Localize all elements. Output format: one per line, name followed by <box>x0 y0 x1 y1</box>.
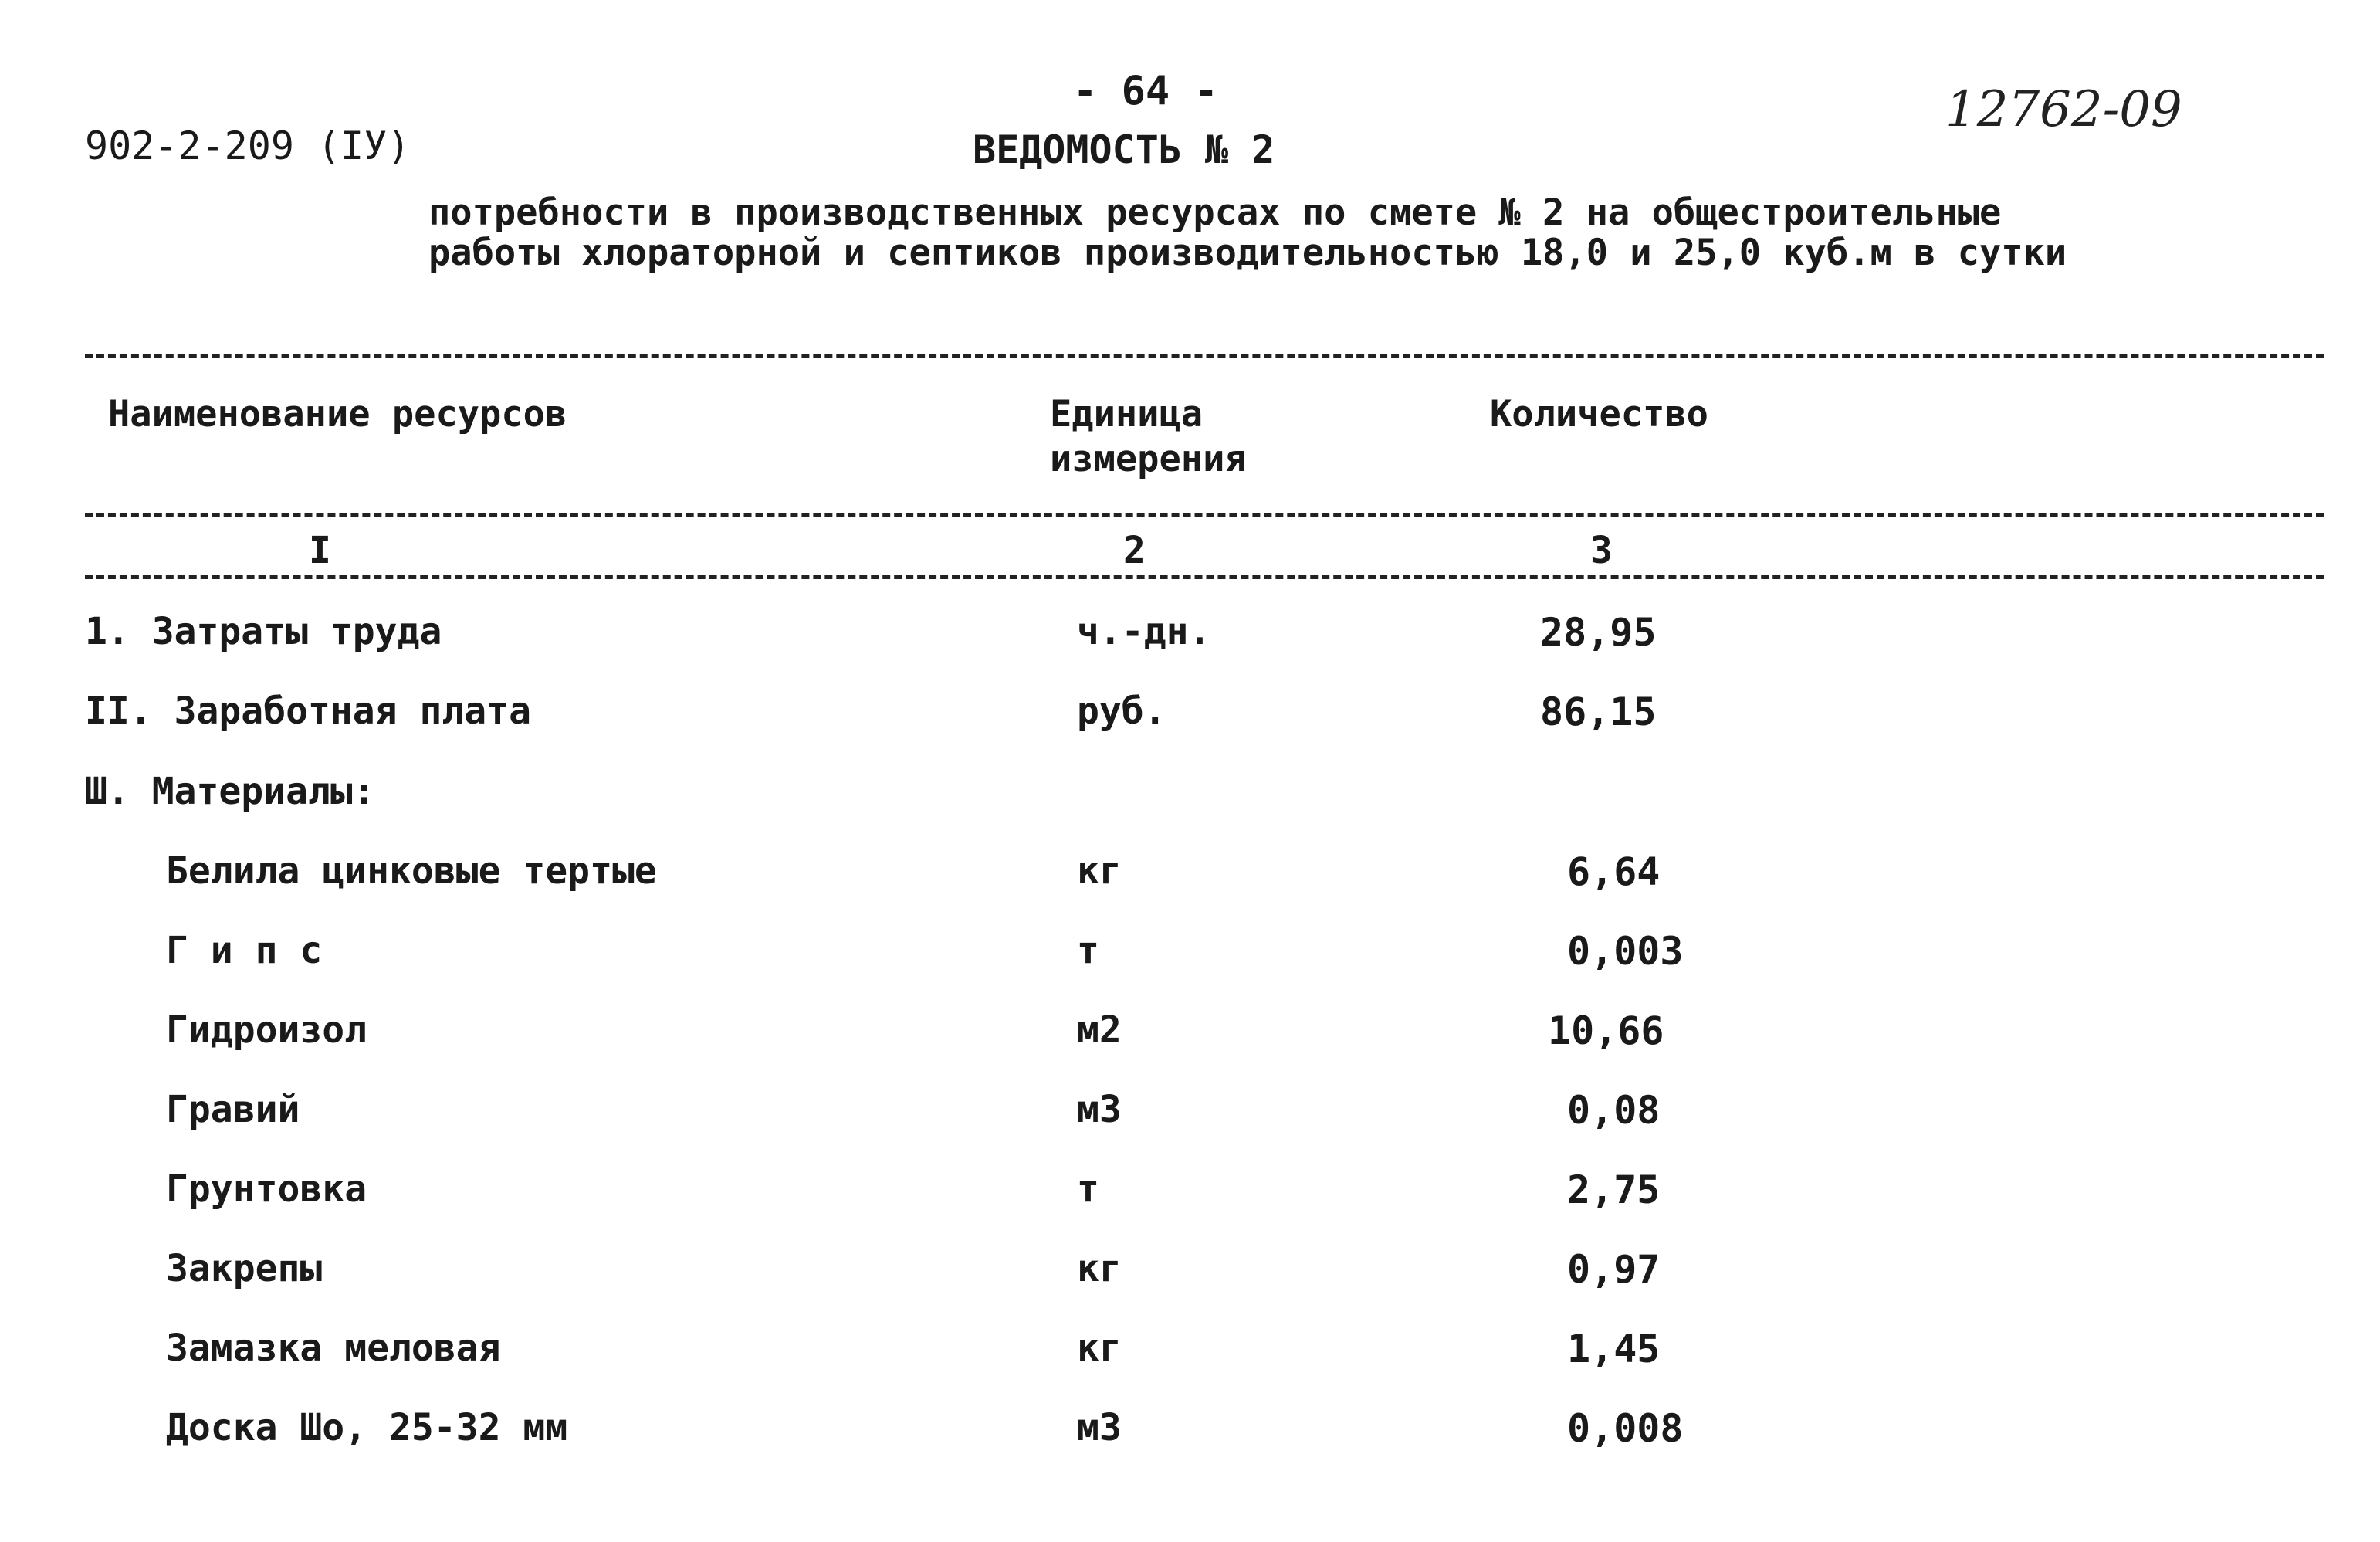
row-name: 1. Затраты труда <box>85 610 442 653</box>
row-quantity: 1,45 <box>1567 1327 1661 1371</box>
column-number-1: I <box>309 529 331 572</box>
row-unit: т <box>1077 1168 1099 1211</box>
row-unit: т <box>1077 929 1099 972</box>
page-number: - 64 - <box>1073 68 1218 114</box>
row-unit: м2 <box>1077 1008 1122 1052</box>
row-unit: руб. <box>1077 690 1166 733</box>
row-name: Замазка меловая <box>166 1327 501 1370</box>
subtitle-line-1: потребности в производственных ресурсах по смете № 2 на общестроительные <box>428 191 2002 234</box>
row-unit: ч.-дн. <box>1077 610 1211 653</box>
subtitle-line-2: работы хлораторной и септиков производительностью 18,0 и 25,0 куб.м в сутки <box>428 232 2067 274</box>
header-unit <box>1050 392 1247 482</box>
row-unit: кг <box>1077 1247 1122 1290</box>
row-quantity: 2,75 <box>1567 1168 1661 1212</box>
row-quantity: 0,08 <box>1567 1088 1661 1133</box>
document-code: 902-2-209 (IУ) <box>85 124 411 168</box>
divider-top <box>85 354 2324 358</box>
divider-header-bottom <box>85 513 2324 517</box>
row-unit: кг <box>1077 1327 1122 1370</box>
document-title: ВЕДОМОСТЬ № 2 <box>973 127 1275 172</box>
row-name: Закрепы <box>166 1247 323 1290</box>
row-name: Грунтовка <box>166 1168 367 1211</box>
row-name: Ш. Материалы: <box>85 770 375 813</box>
row-name: Гравий <box>166 1088 300 1131</box>
header-resource-name: Наименование ресурсов <box>108 393 567 435</box>
column-number-2: 2 <box>1123 529 1146 572</box>
row-quantity: 10,66 <box>1548 1008 1664 1053</box>
handwritten-stamp: 12762-09 <box>1945 81 2182 138</box>
row-quantity: 86,15 <box>1540 690 1657 734</box>
row-name: II. Заработная плата <box>85 690 531 733</box>
header-unit-line-2: измерения <box>1050 438 1247 480</box>
row-name: Белила цинковые тертые <box>166 849 657 893</box>
row-quantity: 6,64 <box>1567 849 1661 894</box>
row-name: Доска Шо, 25-32 мм <box>166 1406 568 1449</box>
header-unit-line-1: Единица <box>1050 393 1204 435</box>
row-name: Гидроизол <box>166 1008 367 1052</box>
row-quantity: 28,95 <box>1540 610 1657 655</box>
row-unit: кг <box>1077 849 1122 893</box>
divider-column-numbers <box>85 575 2324 579</box>
row-quantity: 0,003 <box>1567 929 1684 974</box>
column-number-3: 3 <box>1590 529 1613 572</box>
row-name: Г и п с <box>166 929 323 972</box>
row-quantity: 0,008 <box>1567 1406 1684 1451</box>
document-subtitle <box>428 193 2067 273</box>
header-quantity: Количество <box>1490 393 1708 435</box>
row-unit: м3 <box>1077 1406 1122 1449</box>
row-unit: м3 <box>1077 1088 1122 1131</box>
row-quantity: 0,97 <box>1567 1247 1661 1292</box>
